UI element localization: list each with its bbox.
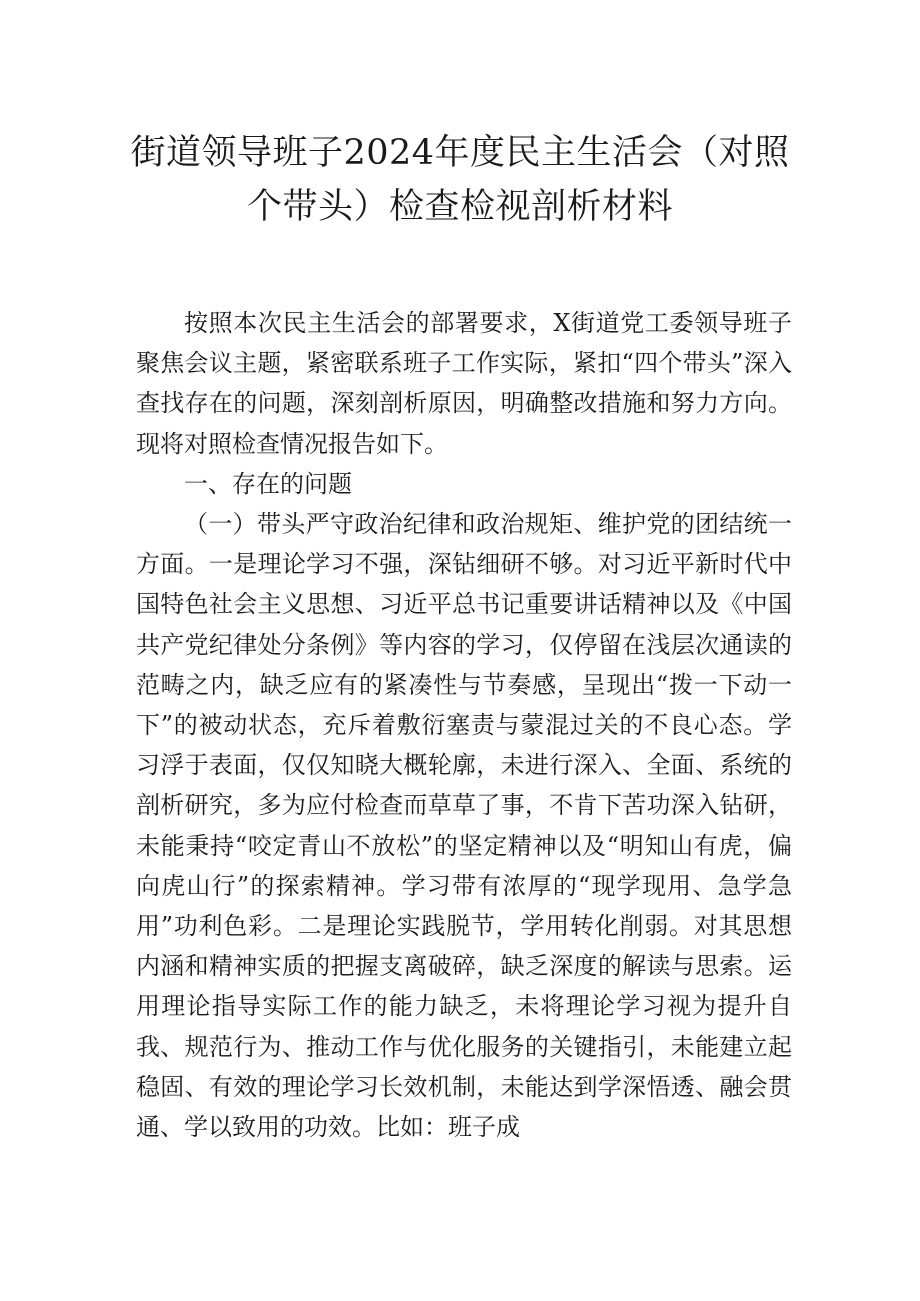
- document-body: [136, 303, 792, 1147]
- document-title-line-2: 个带头）检查检视剖析材料: [246, 187, 673, 227]
- intro-paragraph: 按照本次民主生活会的部署要求，X街道党工委领导班子聚焦会议主题，紧密联系班子工作实际，紧扣“四个带头”深入查找存在的问题，深刻剖析原因，明确整改措施和努力方向。现将对照检查情况报告如下。: [136, 309, 792, 458]
- document-title-line-1: 街道领导班子2024年度民主生活会（对照: [130, 133, 790, 173]
- section-heading: 一、存在的问题: [184, 469, 352, 498]
- body-paragraph: （一）带头严守政治纪律和政治规矩、维护党的团结统一方面。一是理论学习不强，深钻细研不够。对习近平新时代中国特色社会主义思想、习近平总书记重要讲话精神以及《中国共产党纪律处分条例》等内容的学习，仅停留在浅层次通读的范畴之内，缺乏应有的紧凑性与节奏感，呈现出“拨一下动一下”的被动状态，充斥着敷衍塞责与蒙混过关的不良心态。学习浮于表面，仅仅知晓大概轮廓，未进行深入、全面、系统的剖析研究，多为应付检查而草草了事，不肯下苦功深入钻研，未能秉持“咬定青山不放松”的坚定精神以及“明知山有虎，偏向虎山行”的探索精神。学习带有浓厚的“现学现用、急学急用”功利色彩。二是理论实践脱节，学用转化削弱。对其思想内涵和精神实质的把握支离破碎，缺乏深度的解读与思索。运用理论指导实际工作的能力缺乏，未将理论学习视为提升自我、规范行为、推动工作与优化服务的关键指引，未能建立起稳固、有效的理论学习长效机制，未能达到学深悟透、融会贯通、学以致用的功效。比如：班子成: [136, 510, 792, 1142]
